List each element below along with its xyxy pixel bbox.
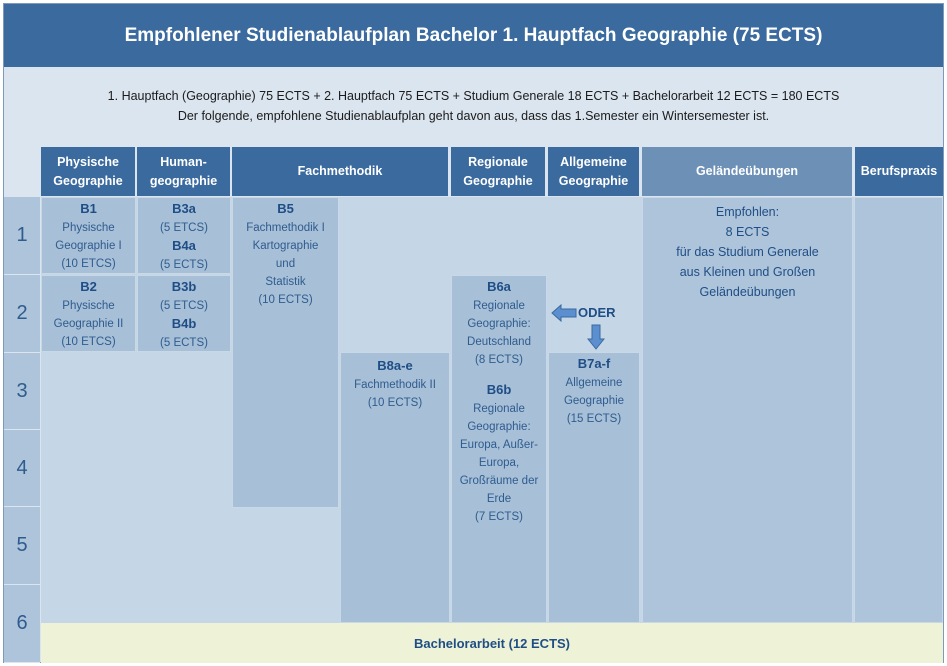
- module-text: (5 ETCS): [160, 300, 208, 312]
- header-fachmethodik: Fachmethodik: [232, 147, 448, 196]
- module-code: B4b: [171, 316, 197, 331]
- header-text: Regionale: [468, 154, 528, 169]
- semester-label: 2: [4, 275, 40, 353]
- module-text: Geographie II: [53, 318, 124, 330]
- module-text: Deutschland: [467, 336, 531, 348]
- intro-line-1: 1. Hauptfach (Geographie) 75 ECTS + 2. Hauptfach 75 ECTS + Studium Generale 18 ECTS + Bachelorarbeit 12 ECTS = 180 ECTS: [107, 89, 840, 103]
- module-b7: [548, 352, 640, 623]
- module-text: (5 ECTS): [160, 337, 208, 349]
- berufspraxis-cell: [854, 197, 943, 623]
- module-text: Physische: [62, 222, 115, 234]
- module-text: und: [275, 258, 296, 270]
- module-text: Europa, Außer-: [460, 439, 538, 451]
- intro-text: [4, 86, 943, 126]
- module-text: (10 ECTS): [367, 397, 423, 409]
- module-text: Fachmethodik II: [354, 379, 436, 391]
- gelaende-text: aus Kleinen und Großen: [679, 265, 816, 279]
- module-text: (5 ECTS): [160, 259, 208, 271]
- header-allgemeine-geographie: [548, 147, 639, 196]
- header-text: geographie: [149, 173, 218, 188]
- module-text: (10 ECTS): [258, 294, 313, 306]
- header-text: Geographie: [463, 173, 533, 188]
- module-text: Physische: [62, 300, 115, 312]
- module-text: Großräume der: [459, 475, 539, 487]
- module-text: Allgemeine: [565, 377, 623, 389]
- gelaende-text: Empfohlen:: [715, 205, 780, 219]
- semester-label: 5: [4, 507, 40, 585]
- header-berufspraxis: Berufspraxis: [855, 147, 943, 196]
- module-code: B8a-e: [377, 358, 413, 373]
- module-code: B3b: [171, 279, 197, 294]
- module-b3b-b4b: [137, 275, 231, 352]
- module-text: (8 ECTS): [475, 354, 523, 366]
- header-text: Allgemeine: [560, 154, 627, 169]
- semester-label: 6: [4, 585, 40, 663]
- module-text: Regionale: [473, 300, 525, 312]
- module-code: B5: [277, 201, 294, 216]
- module-text: (15 ECTS): [566, 413, 622, 425]
- module-b6: [451, 275, 547, 623]
- module-text: Geographie:: [467, 421, 531, 433]
- module-text: Europa,: [478, 457, 520, 469]
- intro-line-2: Der folgende, empfohlene Studienablaufplan geht davon aus, dass das 1.Semester ein Wintersemester ist.: [177, 109, 770, 123]
- module-b5: [232, 197, 339, 508]
- module-text: Kartographie: [252, 240, 319, 252]
- header-regionale-geographie: [451, 147, 545, 196]
- header-text: Human-: [160, 154, 207, 169]
- module-b1: [41, 197, 136, 274]
- module-text: (10 ETCS): [61, 336, 116, 348]
- header-humangeographie: [137, 147, 230, 196]
- gelaende-text: Geländeübungen: [699, 285, 796, 299]
- module-code: B2: [80, 279, 97, 294]
- header-text: Geographie: [53, 173, 123, 188]
- module-code: B6a: [487, 279, 511, 294]
- module-code: B3a: [172, 201, 196, 216]
- module-b3a-b4a: [137, 197, 231, 274]
- module-text: (10 ETCS): [61, 258, 116, 270]
- module-text: Statistik: [265, 276, 306, 288]
- header-text: Geographie: [558, 173, 629, 188]
- module-text: Regionale: [473, 403, 525, 415]
- oder-label: ODER: [578, 305, 616, 320]
- module-text: Geographie:: [467, 318, 531, 330]
- module-text: (7 ECTS): [475, 511, 523, 523]
- module-b2: [41, 275, 136, 352]
- arrow-down-icon: [587, 324, 605, 350]
- gelaende-text: 8 ECTS: [725, 225, 770, 239]
- gelaende-cell: [642, 197, 853, 623]
- module-text: Geographie I: [55, 240, 122, 252]
- page-title: Empfohlener Studienablaufplan Bachelor 1. Hauptfach Geographie (75 ECTS): [4, 4, 943, 67]
- semester-label: 1: [4, 197, 40, 275]
- semester-label: 4: [4, 430, 40, 507]
- module-text: Fachmethodik I: [246, 222, 325, 234]
- bachelorarbeit-bar: Bachelorarbeit (12 ECTS): [41, 623, 943, 663]
- module-text: Erde: [486, 493, 512, 505]
- arrow-left-icon: [551, 304, 577, 322]
- module-text: (5 ETCS): [160, 222, 208, 234]
- header-gelaendeuebungen: Geländeübungen: [642, 147, 852, 196]
- module-b8: [340, 352, 450, 623]
- header-text: Physische: [57, 154, 119, 169]
- module-text: Geographie: [563, 395, 625, 407]
- module-code: B7a-f: [577, 356, 611, 371]
- module-code: B1: [80, 201, 97, 216]
- module-code: B6b: [486, 382, 512, 397]
- semester-label: 3: [4, 353, 40, 430]
- module-code: B4a: [172, 238, 196, 253]
- header-physische-geographie: [41, 147, 135, 196]
- gelaende-text: für das Studium Generale: [676, 245, 819, 259]
